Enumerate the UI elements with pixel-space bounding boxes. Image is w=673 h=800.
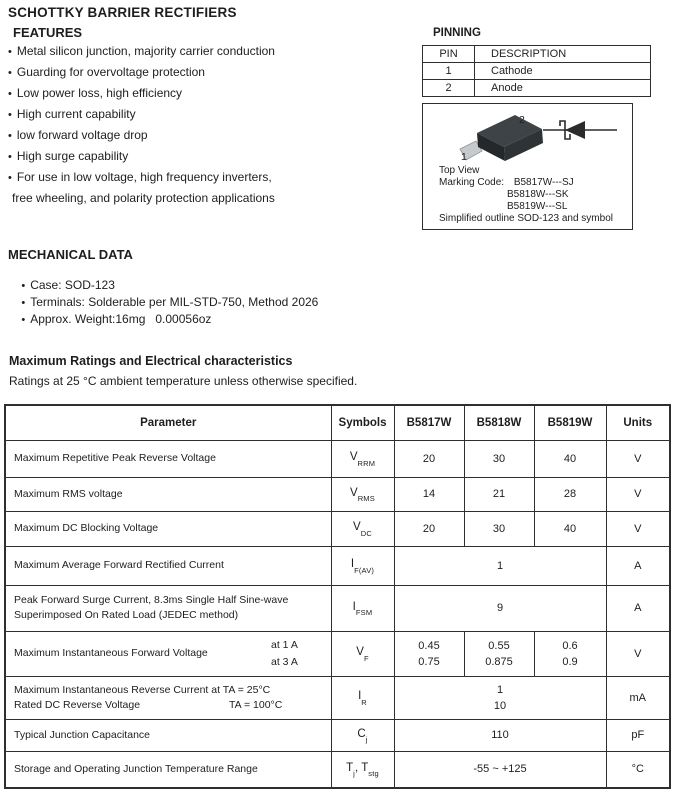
table-row — [5, 631, 670, 676]
symbol-subscript: RRM — [357, 458, 376, 468]
table-row — [5, 719, 670, 751]
schottky-diode-symbol-icon — [541, 117, 619, 143]
table-row — [5, 440, 670, 477]
top-view-label: Top View — [439, 165, 480, 176]
mechanical-heading: MECHANICAL DATA — [8, 247, 133, 262]
value-line: 1 — [496, 683, 504, 696]
symbol-cell — [331, 511, 394, 546]
parameter-cell: Maximum RMS voltage — [5, 477, 331, 511]
unit-cell: V — [606, 511, 670, 546]
parameter-cell — [5, 676, 331, 719]
pin-description: Anode — [475, 80, 651, 97]
feature-continuation: free wheeling, and polarity protection applications — [12, 191, 275, 205]
parameter-cell: Storage and Operating Junction Temperature Range — [5, 751, 331, 788]
parameter-cell: Typical Junction Capacitance — [5, 719, 331, 751]
value-cell-span: 9 — [394, 585, 606, 631]
unit-cell: pF — [606, 719, 670, 751]
marking-code-label: Marking Code: — [439, 177, 505, 188]
parameter-line: Maximum Instantaneous Reverse Current at TA = 25°C — [14, 683, 271, 696]
unit-cell: V — [606, 631, 670, 676]
ratings-subtitle: Ratings at 25 °C ambient temperature unless otherwise specified. — [9, 374, 358, 388]
symbol-cell — [331, 719, 394, 751]
unit-cell: °C — [606, 751, 670, 788]
value-cell-span: -55 ~ +125 — [394, 751, 606, 788]
ratings-header-row — [5, 405, 670, 440]
bullet-icon: • — [8, 46, 12, 58]
symbol-base: I — [352, 600, 356, 613]
feature-text: High current capability — [16, 107, 136, 121]
symbol-base: V — [353, 521, 361, 534]
page-title: SCHOTTKY BARRIER RECTIFIERS — [8, 5, 237, 20]
value-line: 0.45 — [418, 639, 440, 652]
marking-code-line — [439, 177, 574, 188]
condition-text: TA = 100°C — [229, 698, 283, 711]
b5818w-column-header: B5818W — [464, 405, 534, 440]
feature-item — [8, 170, 272, 184]
symbol-cell — [331, 477, 394, 511]
value-line: 10 — [493, 699, 507, 712]
symbol-cell — [331, 676, 394, 719]
bullet-icon: • — [8, 151, 12, 163]
value-cell-span: 110 — [394, 719, 606, 751]
symbol-cell — [331, 585, 394, 631]
pinning-header-row — [423, 46, 651, 63]
mechanical-item — [8, 298, 211, 340]
symbol-base: V — [356, 646, 364, 659]
value-cell: 20 — [394, 511, 464, 546]
symbol-subscript: FSM — [355, 608, 373, 618]
value-cell — [534, 631, 606, 676]
description-column-header: DESCRIPTION — [475, 46, 651, 63]
value-cell: 20 — [394, 440, 464, 477]
value-cell: 30 — [464, 511, 534, 546]
parameter-cell: Maximum Average Forward Rectified Current — [5, 546, 331, 585]
marking-code: B5817W---SJ — [513, 177, 574, 188]
value-cell: 14 — [394, 477, 464, 511]
table-row — [5, 676, 670, 719]
symbol-base: I — [358, 690, 362, 703]
symbol-base: T — [361, 762, 369, 775]
parameter-cell: Maximum Repetitive Peak Reverse Voltage — [5, 440, 331, 477]
symbol-subscript: RMS — [357, 494, 375, 504]
symbol-subscript: R — [361, 697, 367, 707]
pin2-label: 2 — [519, 114, 525, 126]
bullet-icon: • — [21, 297, 26, 309]
feature-item — [8, 86, 182, 100]
unit-cell: V — [606, 440, 670, 477]
table-row — [5, 751, 670, 788]
bullet-icon: • — [21, 280, 26, 292]
symbol-base: V — [349, 451, 358, 464]
feature-item — [8, 44, 275, 58]
symbol-base: I — [350, 558, 355, 571]
symbol-subscript: j — [353, 769, 356, 779]
feature-item — [8, 128, 148, 142]
value-line: 0.875 — [485, 655, 513, 668]
value-line: 0.75 — [418, 655, 440, 668]
symbol-cell — [331, 751, 394, 788]
symbol-base: T — [346, 762, 354, 775]
features-heading: FEATURES — [13, 25, 83, 40]
symbol-base: C — [357, 727, 366, 740]
outline-caption: Simplified outline SOD-123 and symbol — [439, 213, 613, 224]
feature-text: Metal silicon junction, majority carrier conduction — [16, 44, 275, 58]
symbol-cell — [331, 546, 394, 585]
symbol-subscript: stg — [368, 769, 379, 779]
table-row — [5, 585, 670, 631]
bullet-icon: • — [8, 109, 12, 121]
value-cell-span — [394, 676, 606, 719]
symbol-cell — [331, 440, 394, 477]
unit-cell: A — [606, 546, 670, 585]
pinning-heading: PINNING — [433, 27, 481, 39]
package-outline-box — [422, 103, 633, 230]
value-cell: 28 — [534, 477, 606, 511]
unit-cell: V — [606, 477, 670, 511]
symbol-base: V — [350, 486, 358, 499]
symbol-subscript: DC — [360, 528, 372, 538]
condition-block — [271, 637, 298, 671]
condition-line: at 3 A — [271, 655, 298, 668]
feature-text: low forward voltage drop — [16, 128, 148, 142]
parameter-column-header: Parameter — [5, 405, 331, 440]
symbol-subscript: F — [363, 653, 369, 663]
value-line: 0.55 — [488, 639, 510, 652]
marking-code: B5818W---SK — [507, 189, 569, 200]
units-column-header: Units — [606, 405, 670, 440]
parameter-cell — [5, 585, 331, 631]
bullet-icon: • — [8, 172, 12, 184]
value-cell — [464, 631, 534, 676]
feature-text: Low power loss, high efficiency — [16, 86, 183, 100]
value-line: 0.6 — [562, 639, 578, 652]
pin-number: 2 — [423, 80, 475, 97]
value-cell: 30 — [464, 440, 534, 477]
mechanical-text: Terminals: Solderable per MIL-STD-750, Method 2026 — [30, 295, 319, 309]
bullet-icon: • — [8, 67, 12, 79]
ratings-table — [4, 404, 671, 789]
bullet-icon: • — [8, 130, 12, 142]
marking-code: B5819W---SL — [507, 201, 568, 212]
unit-cell: mA — [606, 676, 670, 719]
feature-text: For use in low voltage, high frequency inverters, — [16, 170, 272, 184]
symbol-cell — [331, 631, 394, 676]
value-line: 0.9 — [562, 655, 578, 668]
table-row — [423, 63, 651, 80]
value-cell: 40 — [534, 511, 606, 546]
value-cell: 40 — [534, 440, 606, 477]
symbol-separator: , — [355, 762, 362, 775]
table-row — [423, 80, 651, 97]
feature-item — [8, 149, 128, 163]
table-row — [5, 477, 670, 511]
parameter-cell — [5, 631, 331, 676]
ratings-heading: Maximum Ratings and Electrical characteristics — [9, 354, 293, 368]
b5819w-column-header: B5819W — [534, 405, 606, 440]
mechanical-text: Case: SOD-123 — [30, 278, 115, 292]
pin-column-header: PIN — [423, 46, 475, 63]
pin-description: Cathode — [475, 63, 651, 80]
table-row — [5, 511, 670, 546]
parameter-text: Maximum Instantaneous Forward Voltage — [14, 647, 208, 660]
feature-item — [8, 65, 205, 79]
table-row — [5, 546, 670, 585]
symbol-subscript: F(AV) — [354, 565, 375, 575]
unit-cell: A — [606, 585, 670, 631]
package-drawing — [431, 106, 551, 171]
parameter-line: Rated DC Reverse Voltage — [14, 698, 141, 711]
condition-line: at 1 A — [271, 638, 298, 651]
bullet-icon: • — [21, 314, 26, 326]
b5817w-column-header: B5817W — [394, 405, 464, 440]
value-cell-span: 1 — [394, 546, 606, 585]
symbols-column-header: Symbols — [331, 405, 394, 440]
parameter-line: Superimposed On Rated Load (JEDEC method) — [14, 609, 239, 621]
feature-item — [8, 107, 136, 121]
pin-number: 1 — [423, 63, 475, 80]
parameter-cell: Maximum DC Blocking Voltage — [5, 511, 331, 546]
feature-text: Guarding for overvoltage protection — [16, 65, 205, 79]
pin1-label: 1 — [461, 151, 467, 163]
bullet-icon: • — [8, 88, 12, 100]
parameter-line: Peak Forward Surge Current, 8.3ms Single Half Sine-wave — [14, 594, 289, 607]
mechanical-text: Approx. Weight:16mg 0.00056oz — [30, 312, 212, 326]
value-cell: 21 — [464, 477, 534, 511]
pinning-table — [422, 45, 651, 97]
symbol-subscript: j — [365, 735, 368, 745]
feature-text: High surge capability — [16, 149, 129, 163]
value-cell — [394, 631, 464, 676]
